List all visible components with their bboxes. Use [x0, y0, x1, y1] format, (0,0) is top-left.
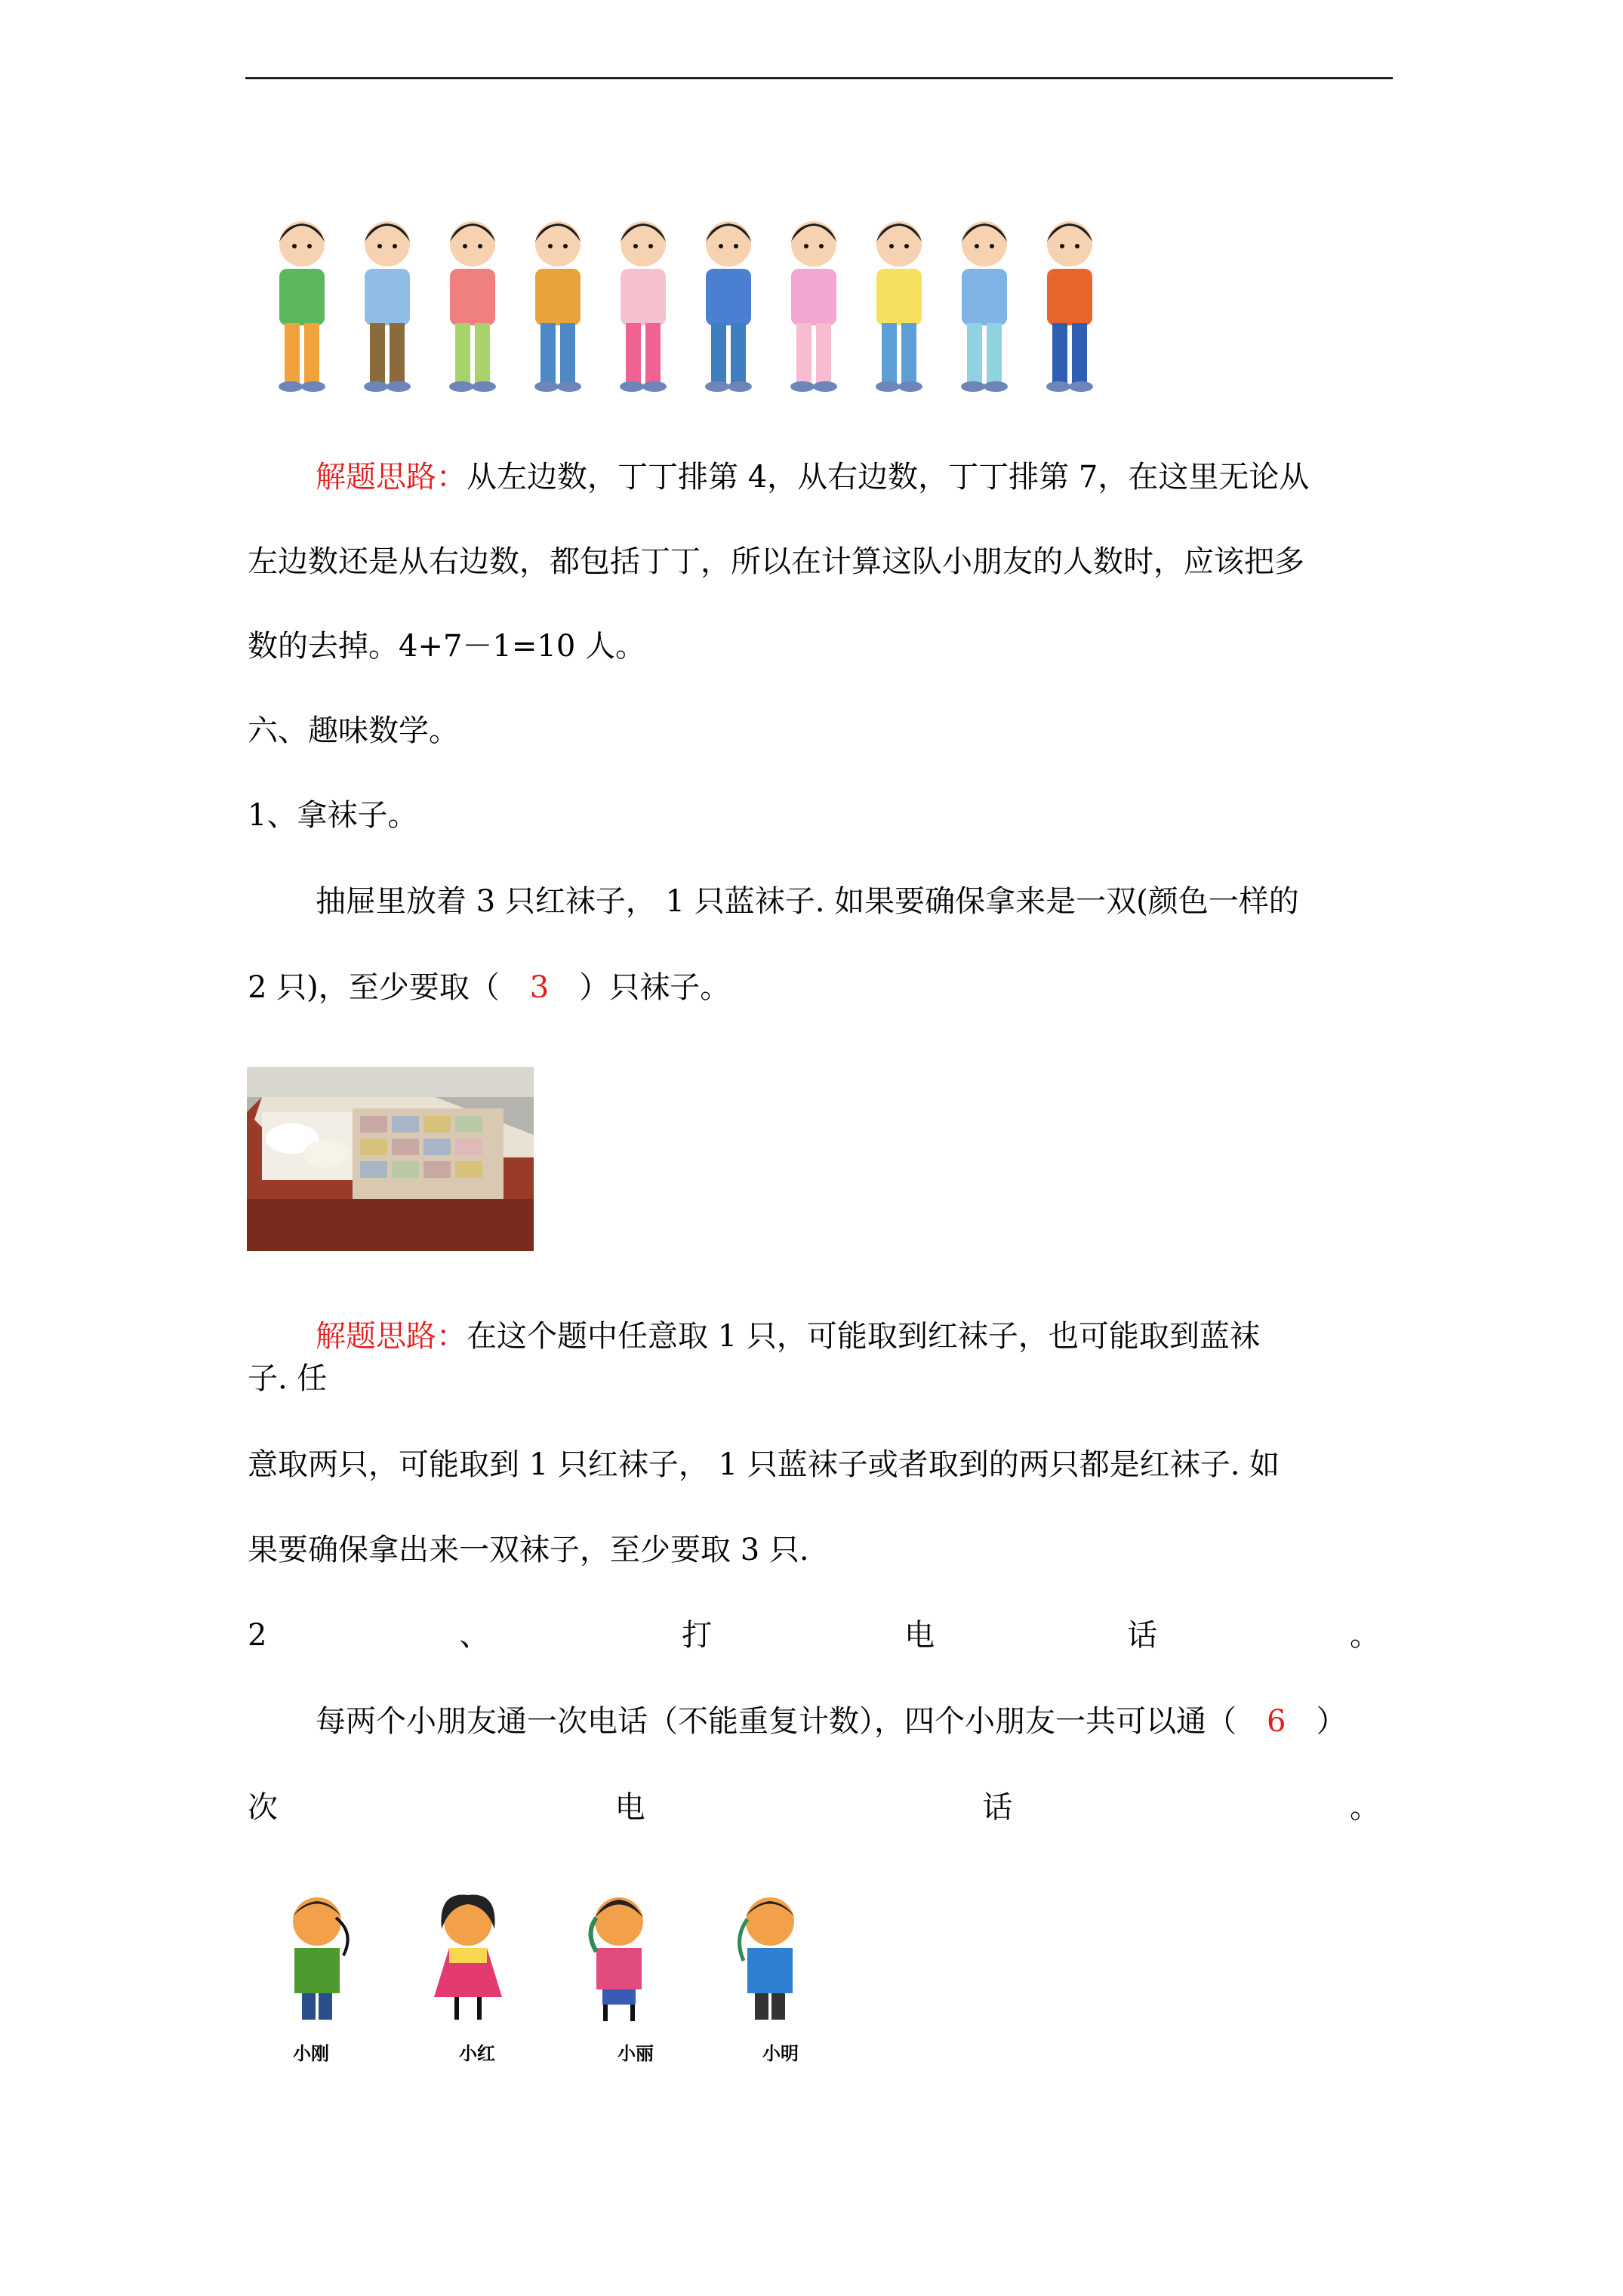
tip-paragraph-1-line3: 数的去掉。4+7－1=10 人。 [248, 629, 645, 664]
tip-paragraph-1-line1 [316, 456, 1309, 498]
question-1-line1: 抽屉里放着 3 只红袜子， 1 只蓝袜子. 如果要确保拿来是一双(颜色一样的 [316, 884, 1299, 919]
tip-paragraph-2-line2: 子. 任 [248, 1361, 328, 1396]
header-rule [245, 77, 1393, 79]
child-on-phone-icon [740, 1897, 794, 2020]
section-heading: 六、趣味数学。 [248, 713, 459, 748]
tip-text: 从左边数，丁丁排第 4，从右边数，丁丁排第 7，在这里无论从 [467, 460, 1310, 495]
kids-on-phone-image [257, 1888, 845, 2039]
question-1-line2 [248, 966, 730, 1009]
child-figure [961, 221, 1008, 392]
tip-paragraph-2-line1 [316, 1315, 1260, 1358]
question-text: ） [1316, 1704, 1347, 1739]
tip-label: 解题思路： [316, 460, 467, 495]
child-figure [876, 221, 922, 392]
name-caption: 小丽 [617, 2043, 654, 2064]
tip-paragraph-2-line4: 果要确保拿出来一双袜子，至少要取 3 只. [248, 1533, 809, 1567]
child-figure [620, 221, 667, 392]
tip-label: 解题思路： [316, 1319, 467, 1354]
child-on-phone-icon [434, 1895, 502, 2020]
child-figure [790, 221, 837, 392]
question-text: ）只袜子。 [579, 970, 731, 1005]
child-figure [1046, 221, 1093, 392]
tip-text: 在这个题中任意取 1 只，可能取到红袜子，也可能取到蓝袜 [467, 1319, 1260, 1354]
children-lineup-image [260, 210, 1121, 406]
child-figure [279, 221, 325, 392]
child-on-phone-icon [591, 1897, 644, 2021]
question-1-title: 1、拿袜子。 [248, 798, 418, 833]
child-figure [534, 221, 581, 392]
answer-value: 3 [529, 970, 550, 1005]
tip-paragraph-2-line3: 意取两只，可能取到 1 只红袜子， 1 只蓝袜子或者取到的两只都是红袜子. 如 [248, 1447, 1280, 1482]
child-figure [364, 221, 411, 392]
sock-drawer-photo [247, 1067, 534, 1251]
name-caption: 小红 [459, 2043, 495, 2064]
child-figure [705, 221, 752, 392]
question-text: 每两个小朋友通一次电话（不能重复计数），四个小朋友一共可以通（ [316, 1704, 1236, 1739]
question-2-line1 [316, 1700, 1346, 1743]
question-2-line2: 次 电 话 。 [248, 1790, 1380, 1825]
child-on-phone-icon [293, 1897, 348, 2020]
tip-paragraph-1-line2: 左边数还是从右边数，都包括丁丁，所以在计算这队小朋友的人数时，应该把多 [248, 544, 1304, 579]
question-2-title: 2 、 打 电 话 。 [248, 1618, 1380, 1653]
answer-value: 6 [1267, 1704, 1286, 1739]
question-text: 2 只)，至少要取（ [248, 970, 500, 1005]
name-caption: 小刚 [293, 2043, 329, 2064]
name-caption: 小明 [762, 2043, 799, 2064]
child-figure [449, 221, 496, 392]
